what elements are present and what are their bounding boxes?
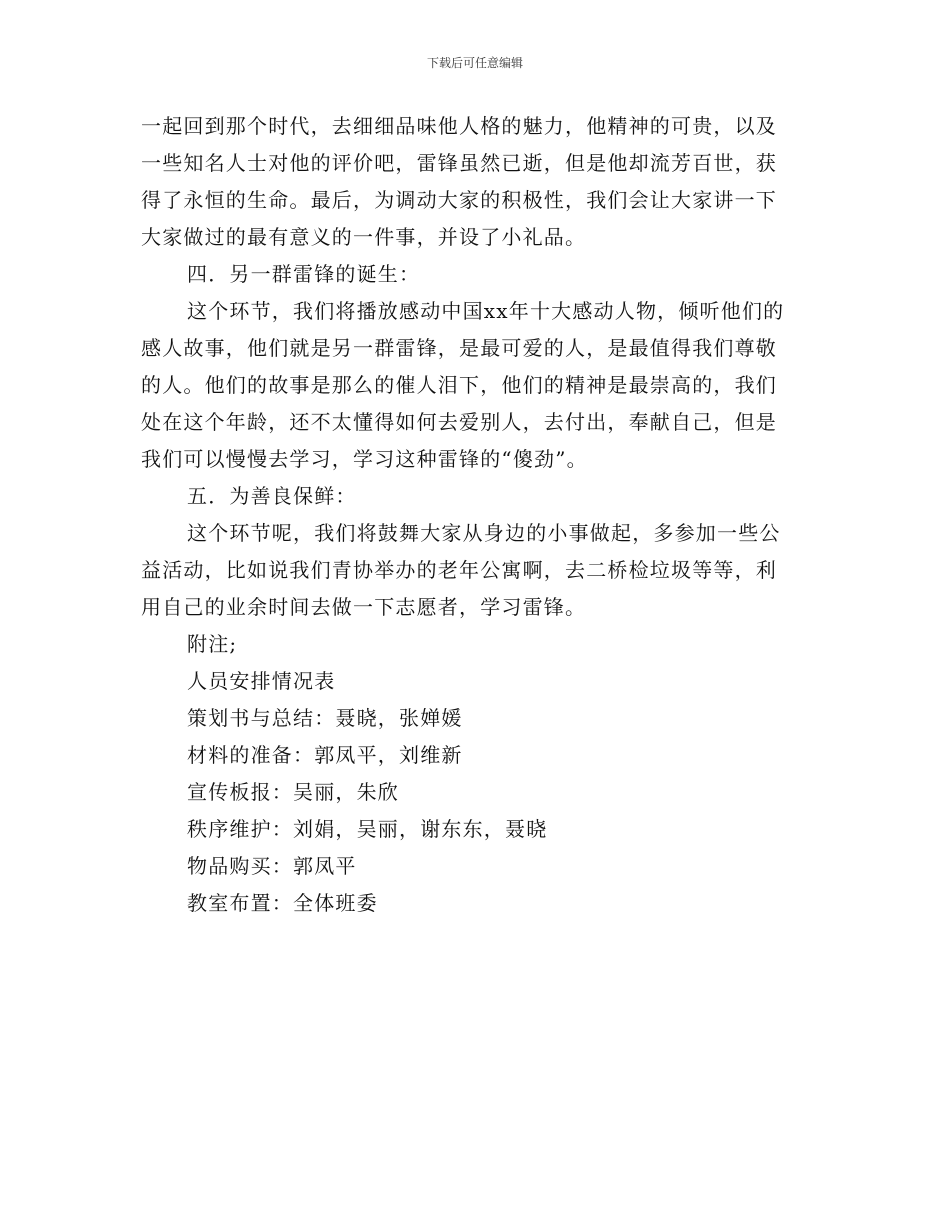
body-line: 用自己的业余时间去做一下志愿者，学习雷锋。: [141, 595, 587, 619]
staff-assignment: 宣传板报：吴丽，朱欣: [187, 780, 399, 804]
body-line: 大家做过的最有意义的一件事，并设了小礼品。: [141, 225, 587, 249]
staff-table-title: 人员安排情况表: [187, 669, 336, 693]
document-body: [141, 108, 809, 922]
staff-assignment: 策划书与总结：聂晓，张婵媛: [187, 706, 463, 730]
body-line: 这个环节，我们将播放感动中国xx年十大感动人物，倾听他们的: [187, 299, 785, 323]
staff-assignment: 材料的准备：郭凤平，刘维新: [187, 743, 463, 767]
body-line: 一起回到那个时代，去细细品味他人格的魅力，他精神的可贵，以及: [141, 114, 777, 138]
section-heading: 四．另一群雷锋的诞生：: [187, 262, 421, 286]
staff-assignment: 物品购买：郭凤平: [187, 854, 357, 878]
staff-assignment: 教室布置：全体班委: [187, 891, 378, 915]
body-line: 这个环节呢，我们将鼓舞大家从身边的小事做起，多参加一些公: [187, 521, 781, 545]
body-line: 我们可以慢慢去学习，学习这种雷锋的“傻劲”。: [141, 447, 588, 471]
appendix-label: 附注;: [187, 632, 238, 656]
body-line: 益活动，比如说我们青协举办的老年公寓啊，去二桥检垃圾等等，利: [141, 558, 777, 582]
body-line: 感人故事，他们就是另一群雷锋，是最可爱的人，是最值得我们尊敬: [141, 336, 777, 360]
body-line: 处在这个年龄，还不太懂得如何去爱别人，去付出，奉献自己，但是: [141, 410, 777, 434]
section-heading: 五．为善良保鲜：: [187, 484, 357, 508]
body-line: 的人。他们的故事是那么的催人泪下，他们的精神是最崇高的，我们: [141, 373, 777, 397]
body-line: 一些知名人士对他的评价吧，雷锋虽然已逝，但是他却流芳百世，获: [141, 151, 777, 175]
staff-assignment: 秩序维护：刘娟，吴丽，谢东东，聂晓: [187, 817, 548, 841]
body-line: 得了永恒的生命。最后，为调动大家的积极性，我们会让大家讲一下: [141, 188, 777, 212]
page-header-note: 下载后可任意编辑: [426, 56, 523, 70]
